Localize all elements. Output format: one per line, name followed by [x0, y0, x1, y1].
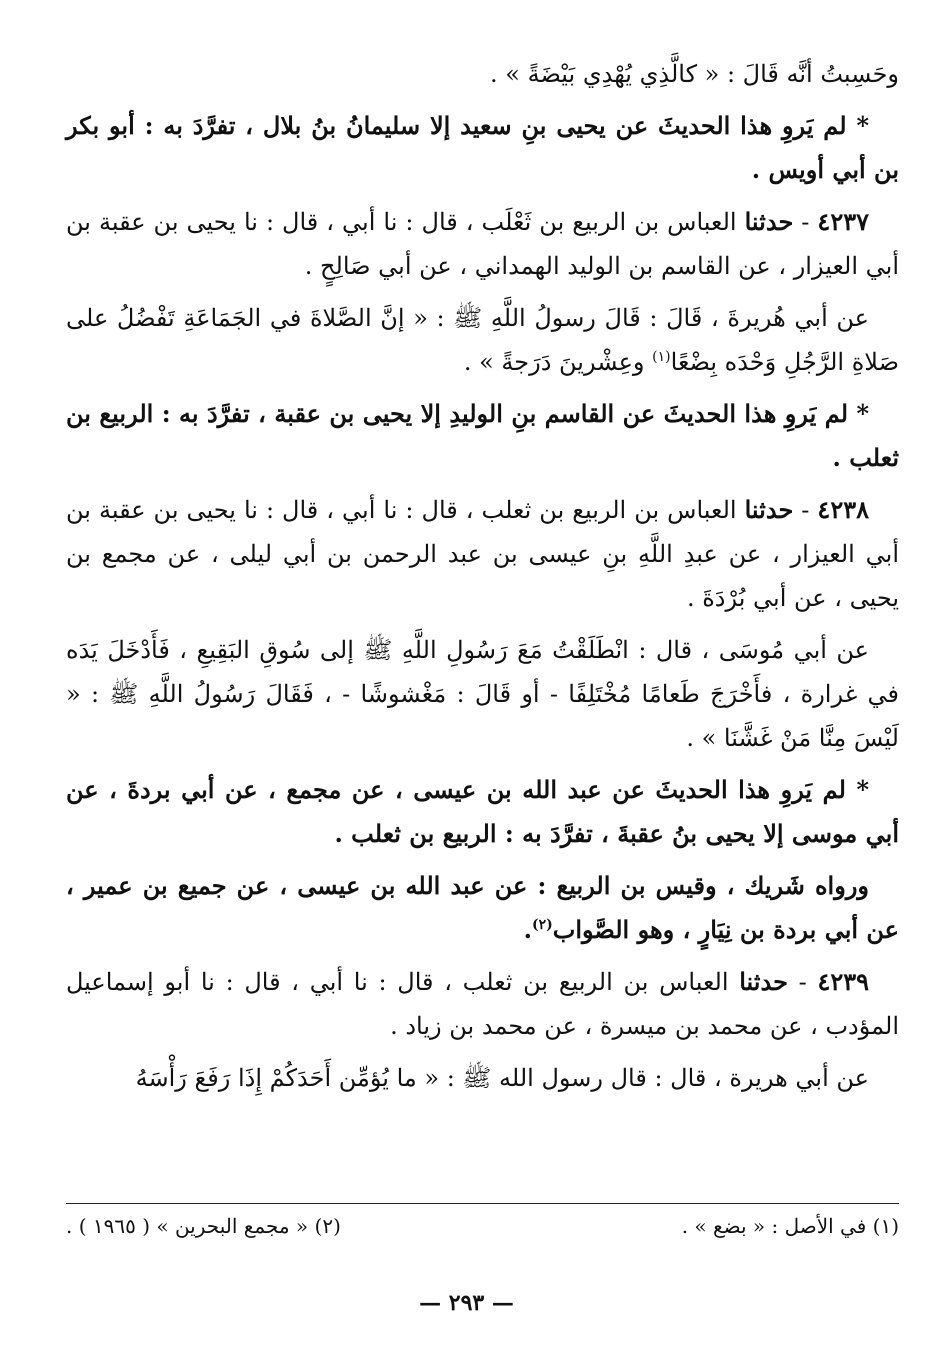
hadith-opening: حدثنا [739, 967, 788, 996]
footnote-2: (٢) « مجمع البحرين » ( ١٩٦٥ ) . [66, 1214, 341, 1238]
hadith-number: ٤٢٣٨ [817, 495, 869, 524]
footnotes [66, 1203, 899, 1238]
paragraph-text: عن أبي هُريرةَ ، قَالَ : قَالَ رسولُ اللَّهِ ﷺ : « إنَّ الصَّلاةَ في الجَمَاعَةِ تَفْضُلُ على صَلاةِ الرَّجُلِ وَحْدَه بِضْعًا [66, 304, 899, 376]
hadith-header-paragraph: ٤٢٣٨ - حدثنا العباس بن الربيع بن ثعلب ، قال : نا أبي ، قال : نا يحيى بن عقبة بن أبي العيزار ، عن عبدِ اللَّهِ بنِ عيسى بن عبد الرحمن بن أبي ليلى ، عن مجمع بن يحيى ، عن أبي بُرْدَةَ . [66, 495, 899, 612]
text-paragraph [66, 52, 899, 96]
commentary-paragraph [66, 768, 899, 856]
paragraph-text: * لم يَروِ هذا الحديثَ عن عبد الله بن عيسى ، عن مجمع ، عن أبي بردةَ ، عن أبي موسى إلا يحيى بنُ عقبةَ ، تفرَّدَ به : الربيع بن ثعلب . [66, 775, 899, 848]
paragraph-text: العباس بن الربيع بن ثَعْلَب ، قال : نا أبي ، قال : نا يحيى بن عقبة بن أبي العيزار ، عن القاسم بن الوليد الهمداني ، عن أبي صَالِحٍ . [66, 208, 899, 280]
paragraph-text: ورواه شَريك ، وقيس بن الربيع : عن عبد الله بن عيسى ، عن جميع بن عمير ، عن أبي بردة بن نِيَارٍ ، وهو الصَّواب [66, 871, 899, 944]
paragraph-text: وحَسِبتُ أنَّه قَالَ : « كالَّذِي يُهْدِي بَيْضَةً » . [490, 60, 899, 88]
hadith-number: ٤٢٣٧ [817, 207, 869, 236]
hadith-opening: حدثنا [744, 207, 794, 236]
footnote-marker: (١) [652, 349, 671, 365]
text-paragraph [66, 628, 899, 760]
commentary-paragraph [66, 104, 899, 192]
hadith-header-paragraph: ٤٢٣٧ - حدثنا العباس بن الربيع بن ثَعْلَب ، قال : نا أبي ، قال : نا يحيى بن عقبة بن أبي العيزار ، عن القاسم بن الوليد الهمداني ، عن أبي صَالِحٍ . [66, 207, 899, 280]
paragraph-text: العباس بن الربيع بن ثعلب ، قال : نا أبي ، قال : نا يحيى بن عقبة بن أبي العيزار ، عن عبدِ اللَّهِ بنِ عيسى بن عبد الرحمن بن أبي ليلى ، عن مجمع بن يحيى ، عن أبي بُرْدَةَ . [66, 496, 899, 612]
paragraph-tail: وعِشْرينَ دَرَجةً » . [463, 348, 653, 376]
footnote-1: (١) في الأصل : « بضع » . [681, 1214, 899, 1238]
paragraph-text: * لم يَروِ هذا الحديثَ عن يحيى بنِ سعيد إلا سليمانُ بنُ بلال ، تفرَّدَ به : أبو بكر بن أبي أويس . [66, 111, 899, 184]
paragraph-tail: . [523, 915, 532, 944]
paragraph-text: عن أبي مُوسَى ، قال : انْطَلَقْتُ مَعَ رَسُولِ اللَّهِ ﷺ إلى سُوقِ البَقِيعِ ، فَأَدْخَلَ يَدَه في غرارة ، فأَخْرَجَ طَعامًا مُخْتَلِفًا - أو قَالَ : مَغْشوشًا - ، فَقَالَ رَسُولُ اللَّهِ ﷺ : « لَيْسَ مِنَّا مَنْ غَشَّنَا » . [66, 636, 899, 752]
commentary-paragraph [66, 864, 899, 952]
hadith-number: ٤٢٣٩ [817, 967, 869, 996]
text-paragraph [66, 1056, 899, 1100]
paragraph-text: العباس بن الربيع بن ثعلب ، قال : نا أبي ، قال : نا أبو إسماعيل المؤدب ، عن محمد بن ميسرة ، عن محمد بن زياد . [66, 968, 899, 1040]
hadith-opening: حدثنا [744, 495, 794, 524]
commentary-paragraph [66, 392, 899, 480]
hadith-header-paragraph: ٤٢٣٩ - حدثنا العباس بن الربيع بن ثعلب ، قال : نا أبي ، قال : نا أبو إسماعيل المؤدب ، عن محمد بن ميسرة ، عن محمد بن زياد . [66, 967, 899, 1040]
paragraph-text: * لم يَروِ هذا الحديثَ عن القاسم بنِ الوليدِ إلا يحيى بن عقبة ، تفرَّدَ به : الربيع بن ثعلب . [66, 399, 899, 472]
paragraph-text: عن أبي هريرة ، قال : قال رسول الله ﷺ : « ما يُؤمِّن أَحَدَكُمْ إِذَا رَفَعَ رَأْسَهُ [135, 1064, 869, 1092]
body-text [66, 52, 899, 1100]
page-number: — ٢٩٣ — [419, 1290, 514, 1316]
footnote-marker: (٢) [531, 917, 553, 933]
text-paragraph [66, 296, 899, 384]
